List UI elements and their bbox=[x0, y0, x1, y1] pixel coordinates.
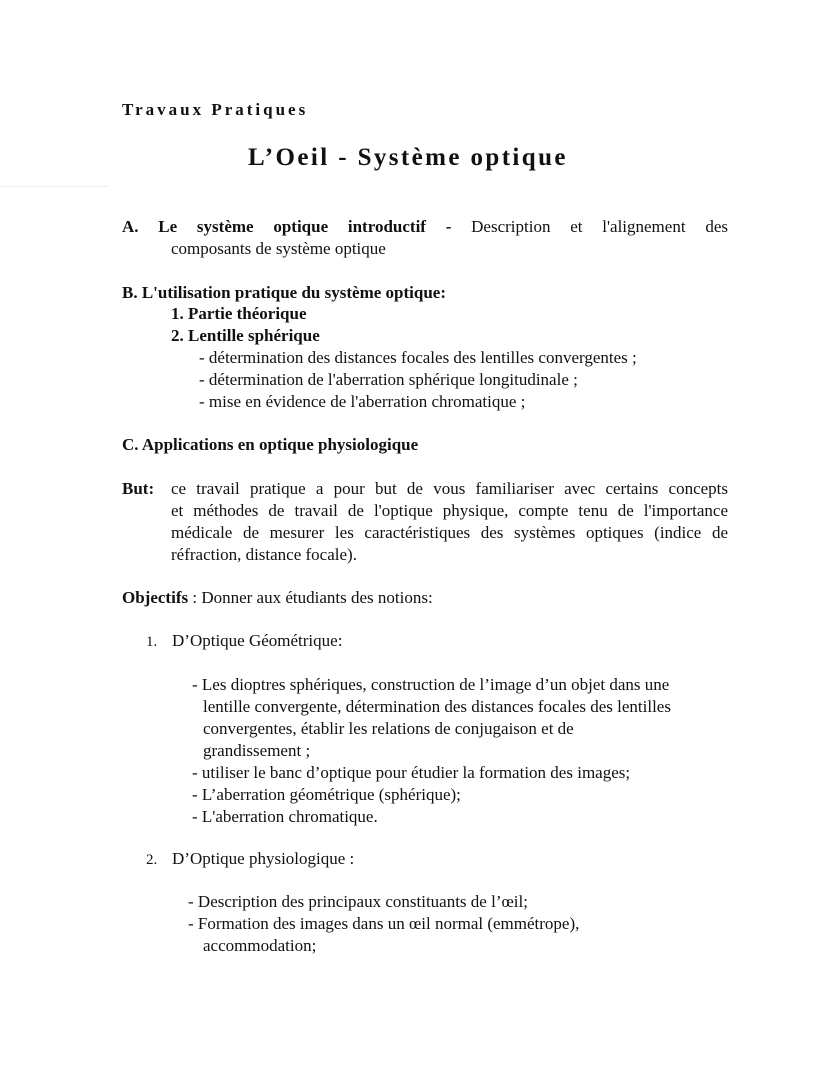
page-header: Travaux Pratiques bbox=[122, 100, 309, 119]
list2-title: D’Optique physiologique : bbox=[172, 849, 355, 868]
list2-line: accommodation; bbox=[203, 936, 317, 955]
list1-line: - L’aberration géométrique (sphérique); bbox=[192, 785, 461, 804]
page-title: L’Oeil - Système optique bbox=[248, 144, 568, 171]
section-a-desc-word: et bbox=[570, 217, 583, 236]
section-b-heading: B. L'utilisation pratique du système optique: bbox=[122, 283, 446, 302]
objectifs-text: : Donner aux étudiants des notions: bbox=[188, 588, 433, 607]
section-c-heading: C. Applications en optique physiologique bbox=[122, 435, 419, 454]
margin-rule bbox=[0, 186, 108, 187]
but-label: But: bbox=[122, 479, 155, 498]
section-a-word: système bbox=[196, 217, 254, 236]
objectifs-line bbox=[122, 587, 433, 609]
list1-line: grandissement ; bbox=[203, 741, 311, 760]
list1-line: - L'aberration chromatique. bbox=[192, 807, 378, 826]
section-b-sub2: 2. Lentille sphérique bbox=[171, 326, 320, 345]
section-a-word: introductif bbox=[347, 217, 426, 236]
section-a-line1 bbox=[122, 216, 728, 238]
list1-line: - Les dioptres sphériques, construction de l’image d’un objet dans une bbox=[192, 675, 670, 694]
section-a-word: optique bbox=[273, 217, 329, 236]
list2-line: - Formation des images dans un œil normal (emmétrope), bbox=[188, 914, 580, 933]
list1-line: - utiliser le banc d’optique pour étudier la formation des images; bbox=[192, 763, 631, 782]
section-b-item: - détermination des distances focales des lentilles convergentes ; bbox=[199, 348, 637, 367]
but-line: et méthodes de travail de l'optique physique, compte tenu de l'importance bbox=[171, 501, 728, 520]
section-b-item: - mise en évidence de l'aberration chromatique ; bbox=[199, 392, 526, 411]
section-a-desc-word: Description bbox=[471, 217, 551, 236]
but-line: ce travail pratique a pour but de vous familiariser avec certains concepts bbox=[171, 479, 728, 498]
section-a-word: Le bbox=[158, 217, 178, 236]
but-line: médicale de mesurer les caractéristiques des systèmes optiques (indice de bbox=[171, 523, 728, 542]
section-a-desc-word: des bbox=[705, 217, 728, 236]
section-b-item: - détermination de l'aberration sphérique longitudinale ; bbox=[199, 370, 578, 389]
list1-number: 1. bbox=[146, 634, 158, 650]
list1-line: lentille convergente, détermination des distances focales des lentilles bbox=[203, 697, 671, 716]
section-a-marker: A. bbox=[122, 217, 139, 236]
section-a-line2: composants de système optique bbox=[171, 239, 386, 258]
section-a-dash: - bbox=[445, 217, 452, 236]
list1-line: convergentes, établir les relations de conjugaison et de bbox=[203, 719, 574, 738]
section-a-desc-word: l'alignement bbox=[602, 217, 686, 236]
list2-number: 2. bbox=[146, 852, 158, 868]
but-line: réfraction, distance focale). bbox=[171, 545, 357, 564]
list1-title: D’Optique Géométrique: bbox=[172, 631, 343, 650]
section-b-sub1: 1. Partie théorique bbox=[171, 304, 307, 323]
objectifs-label: Objectifs bbox=[122, 588, 189, 607]
list2-line: - Description des principaux constituants de l’œil; bbox=[188, 892, 528, 911]
